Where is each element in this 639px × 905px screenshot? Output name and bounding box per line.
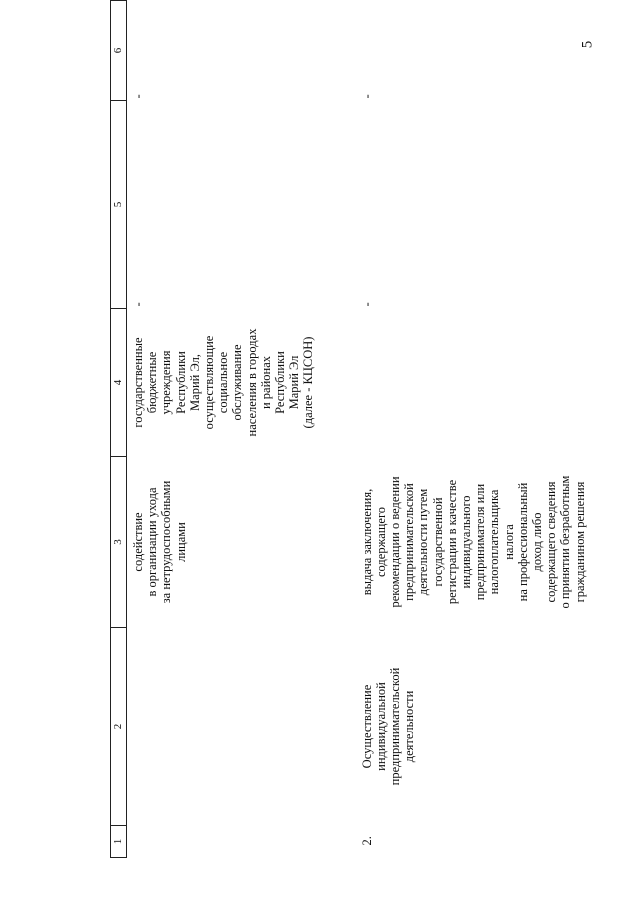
text-line: социальное [216,351,231,414]
header-cell: 4 [111,309,127,457]
text-line: Республики [173,351,188,414]
text-line: населения в городах [244,328,259,437]
result-cell [127,457,316,628]
executor-cell [316,309,587,457]
col6-cell: - [131,94,145,99]
executor-cell [127,309,316,457]
text-line: на профессиональный [515,482,530,602]
text-line: содержащего [373,506,388,578]
service-name [127,628,316,826]
row-number [127,826,316,858]
text-line: Республики [273,351,288,414]
services-table [110,0,587,858]
col6-cell: - [359,94,374,99]
header-cell: 2 [111,628,127,826]
text-line: налогоплательщика [487,489,502,595]
text-line: о принятии безработным [558,475,573,609]
text-line: предпринимателя или [473,483,488,601]
col5-cell: - [131,302,145,307]
text-line: обслуживание [230,344,245,421]
text-line: в организации ухода [145,487,160,597]
text-line: (далее - КЦСОН) [301,336,316,429]
text-line: государственной [430,497,445,587]
table-row [316,1,587,858]
text-line: деятельности [402,690,417,763]
text-line: индивидуального [459,495,474,589]
text-line: налога [501,524,516,560]
text-line: за нетрудоспособными [159,480,174,604]
text-line: осуществляющие [202,335,217,430]
text-line: рекомендации о ведении [388,476,403,608]
header-cell: 6 [111,1,127,101]
text-line: содержащего сведения [544,481,559,603]
result-cell [316,457,587,628]
text-line: Марий Эл [287,355,302,410]
text-line: гражданином решения [572,481,587,603]
page-number: 5 [578,40,595,49]
text-line: выдача заключения, [359,488,374,596]
text-line: учреждения [159,350,174,415]
text-line: государственные [131,337,145,428]
text-line: бюджетные [145,351,160,414]
table-row [127,1,316,858]
text-line: содействие [131,512,145,572]
text-line: предпринимательской [388,667,403,786]
text-line: предпринимательской [402,483,417,601]
header-cell: 5 [111,101,127,309]
service-name [316,628,587,826]
text-line: лицами [173,522,188,562]
text-line: индивидуальной [373,682,388,771]
row-number: 2. [359,836,374,846]
header-cell: 1 [111,826,127,858]
text-line: регистрации в качестве [444,479,459,605]
col5-cell: - [359,302,374,307]
text-line: Осуществление [359,684,374,769]
text-line: Марий Эл, [187,354,202,411]
text-line: деятельности путем [416,488,431,596]
header-cell: 3 [111,457,127,628]
text-line: и районах [258,355,273,410]
text-line: доход либо [530,512,545,572]
table-header-row [111,1,127,858]
